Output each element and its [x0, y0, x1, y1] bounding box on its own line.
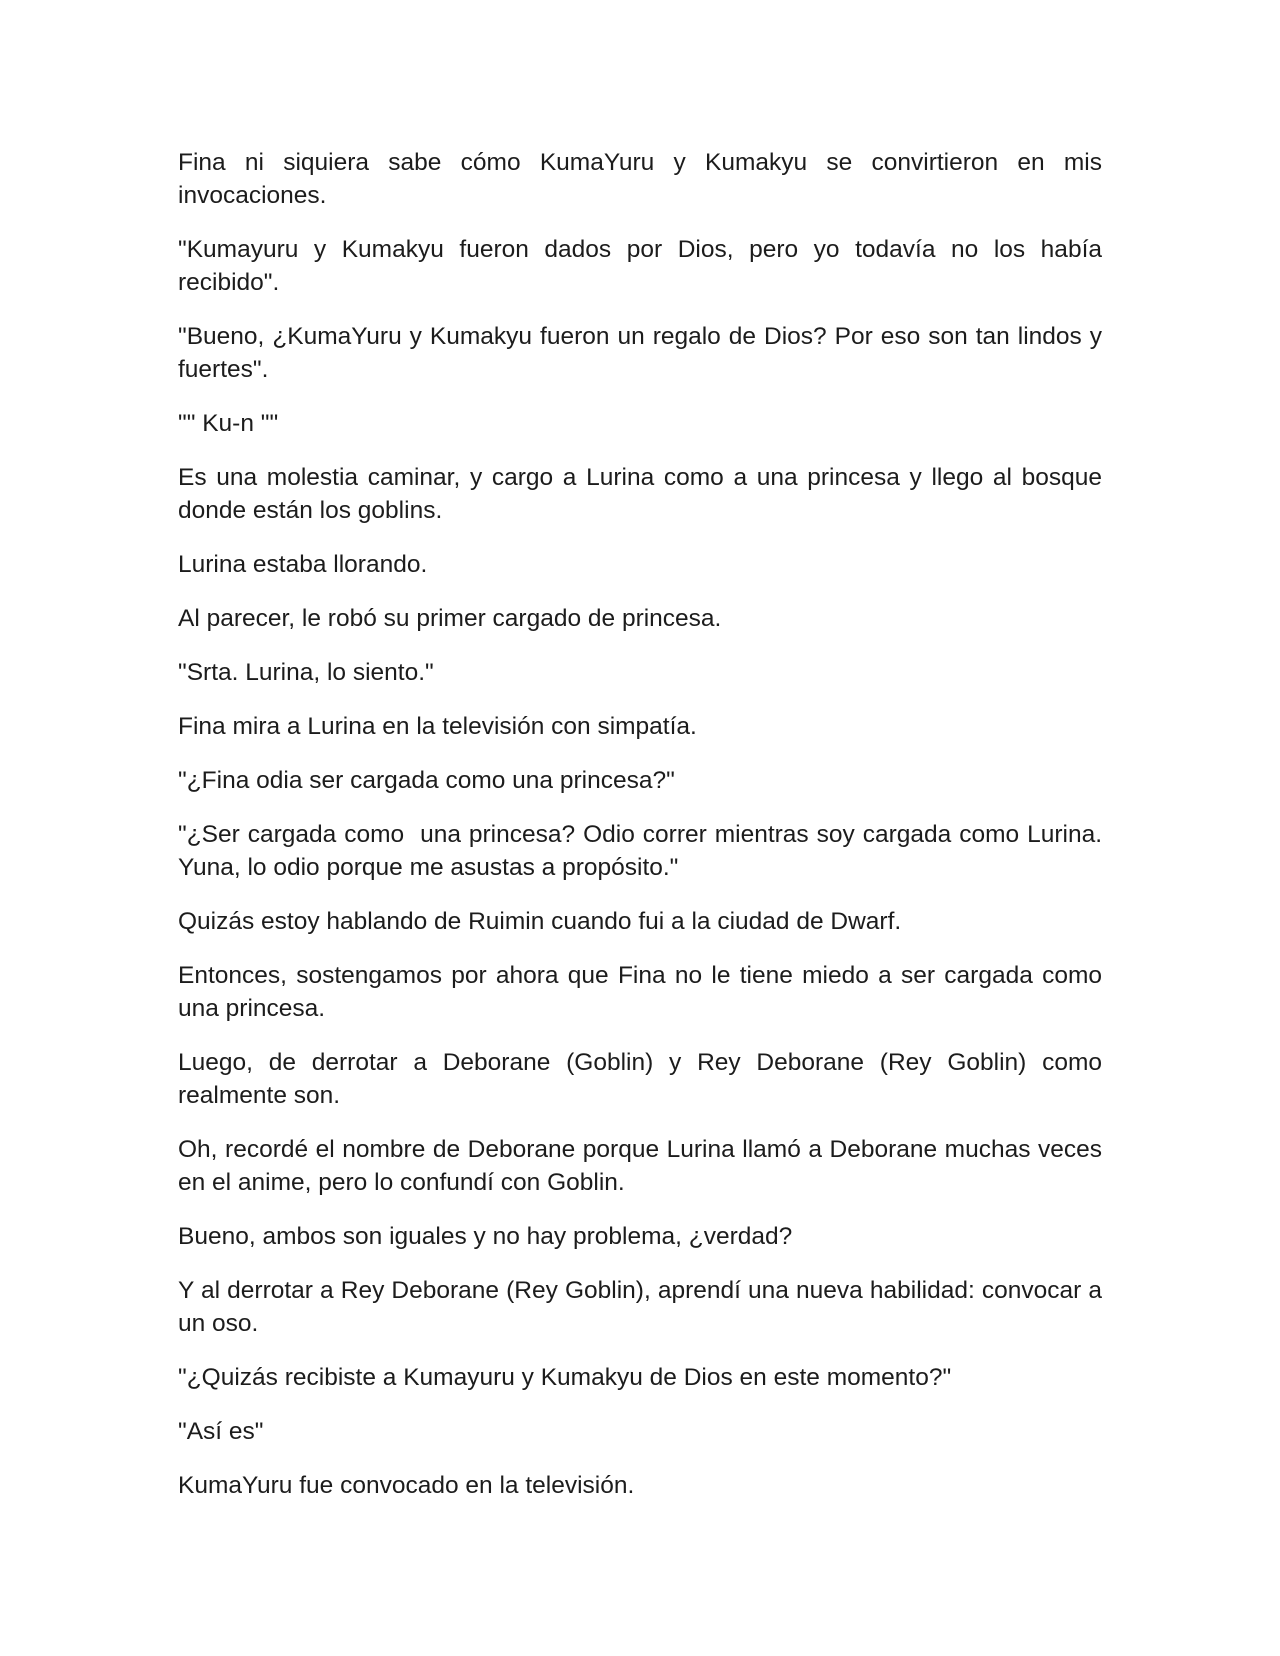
document-body	[178, 146, 1109, 1523]
paragraph: Quizás estoy hablando de Ruimin cuando fui a la ciudad de Dwarf.	[178, 908, 902, 935]
paragraph: Fina mira a Lurina en la televisión con simpatía.	[178, 713, 697, 740]
paragraph: Es una molestia caminar, y cargo a Lurina como a una princesa y llego al bosque donde están los goblins.	[178, 464, 1109, 524]
paragraph: Entonces, sostengamos por ahora que Fina no le tiene miedo a ser cargada como una princesa.	[178, 962, 1109, 1022]
paragraph: Al parecer, le robó su primer cargado de princesa.	[178, 605, 722, 632]
paragraph: Lurina estaba llorando.	[178, 551, 428, 578]
paragraph: "Bueno, ¿KumaYuru y Kumakyu fueron un regalo de Dios? Por eso son tan lindos y fuertes".	[178, 323, 1109, 383]
paragraph: "Kumayuru y Kumakyu fueron dados por Dios, pero yo todavía no los había recibido".	[178, 236, 1109, 296]
paragraph: "Srta. Lurina, lo siento."	[178, 659, 434, 686]
paragraph: Fina ni siquiera sabe cómo KumaYuru y Kumakyu se convirtieron en mis invocaciones.	[178, 149, 1109, 209]
paragraph: Y al derrotar a Rey Deborane (Rey Goblin), aprendí una nueva habilidad: convocar a un oso.	[178, 1277, 1109, 1337]
paragraph: Luego, de derrotar a Deborane (Goblin) y Rey Deborane (Rey Goblin) como realmente son.	[178, 1049, 1109, 1109]
paragraph: "" Ku-n ""	[178, 410, 279, 437]
paragraph: "¿Fina odia ser cargada como una princesa?"	[178, 767, 675, 794]
paragraph: Bueno, ambos son iguales y no hay problema, ¿verdad?	[178, 1223, 793, 1250]
paragraph: Oh, recordé el nombre de Deborane porque Lurina llamó a Deborane muchas veces en el anime, pero lo confundí con Goblin.	[178, 1136, 1109, 1196]
paragraph: "¿Quizás recibiste a Kumayuru y Kumakyu de Dios en este momento?"	[178, 1364, 952, 1391]
paragraph: "¿Ser cargada como una princesa? Odio correr mientras soy cargada como Lurina. Yuna, lo odio porque me asustas a propósito."	[178, 821, 1109, 881]
paragraph: KumaYuru fue convocado en la televisión.	[178, 1472, 635, 1499]
paragraph: "Así es"	[178, 1418, 264, 1445]
